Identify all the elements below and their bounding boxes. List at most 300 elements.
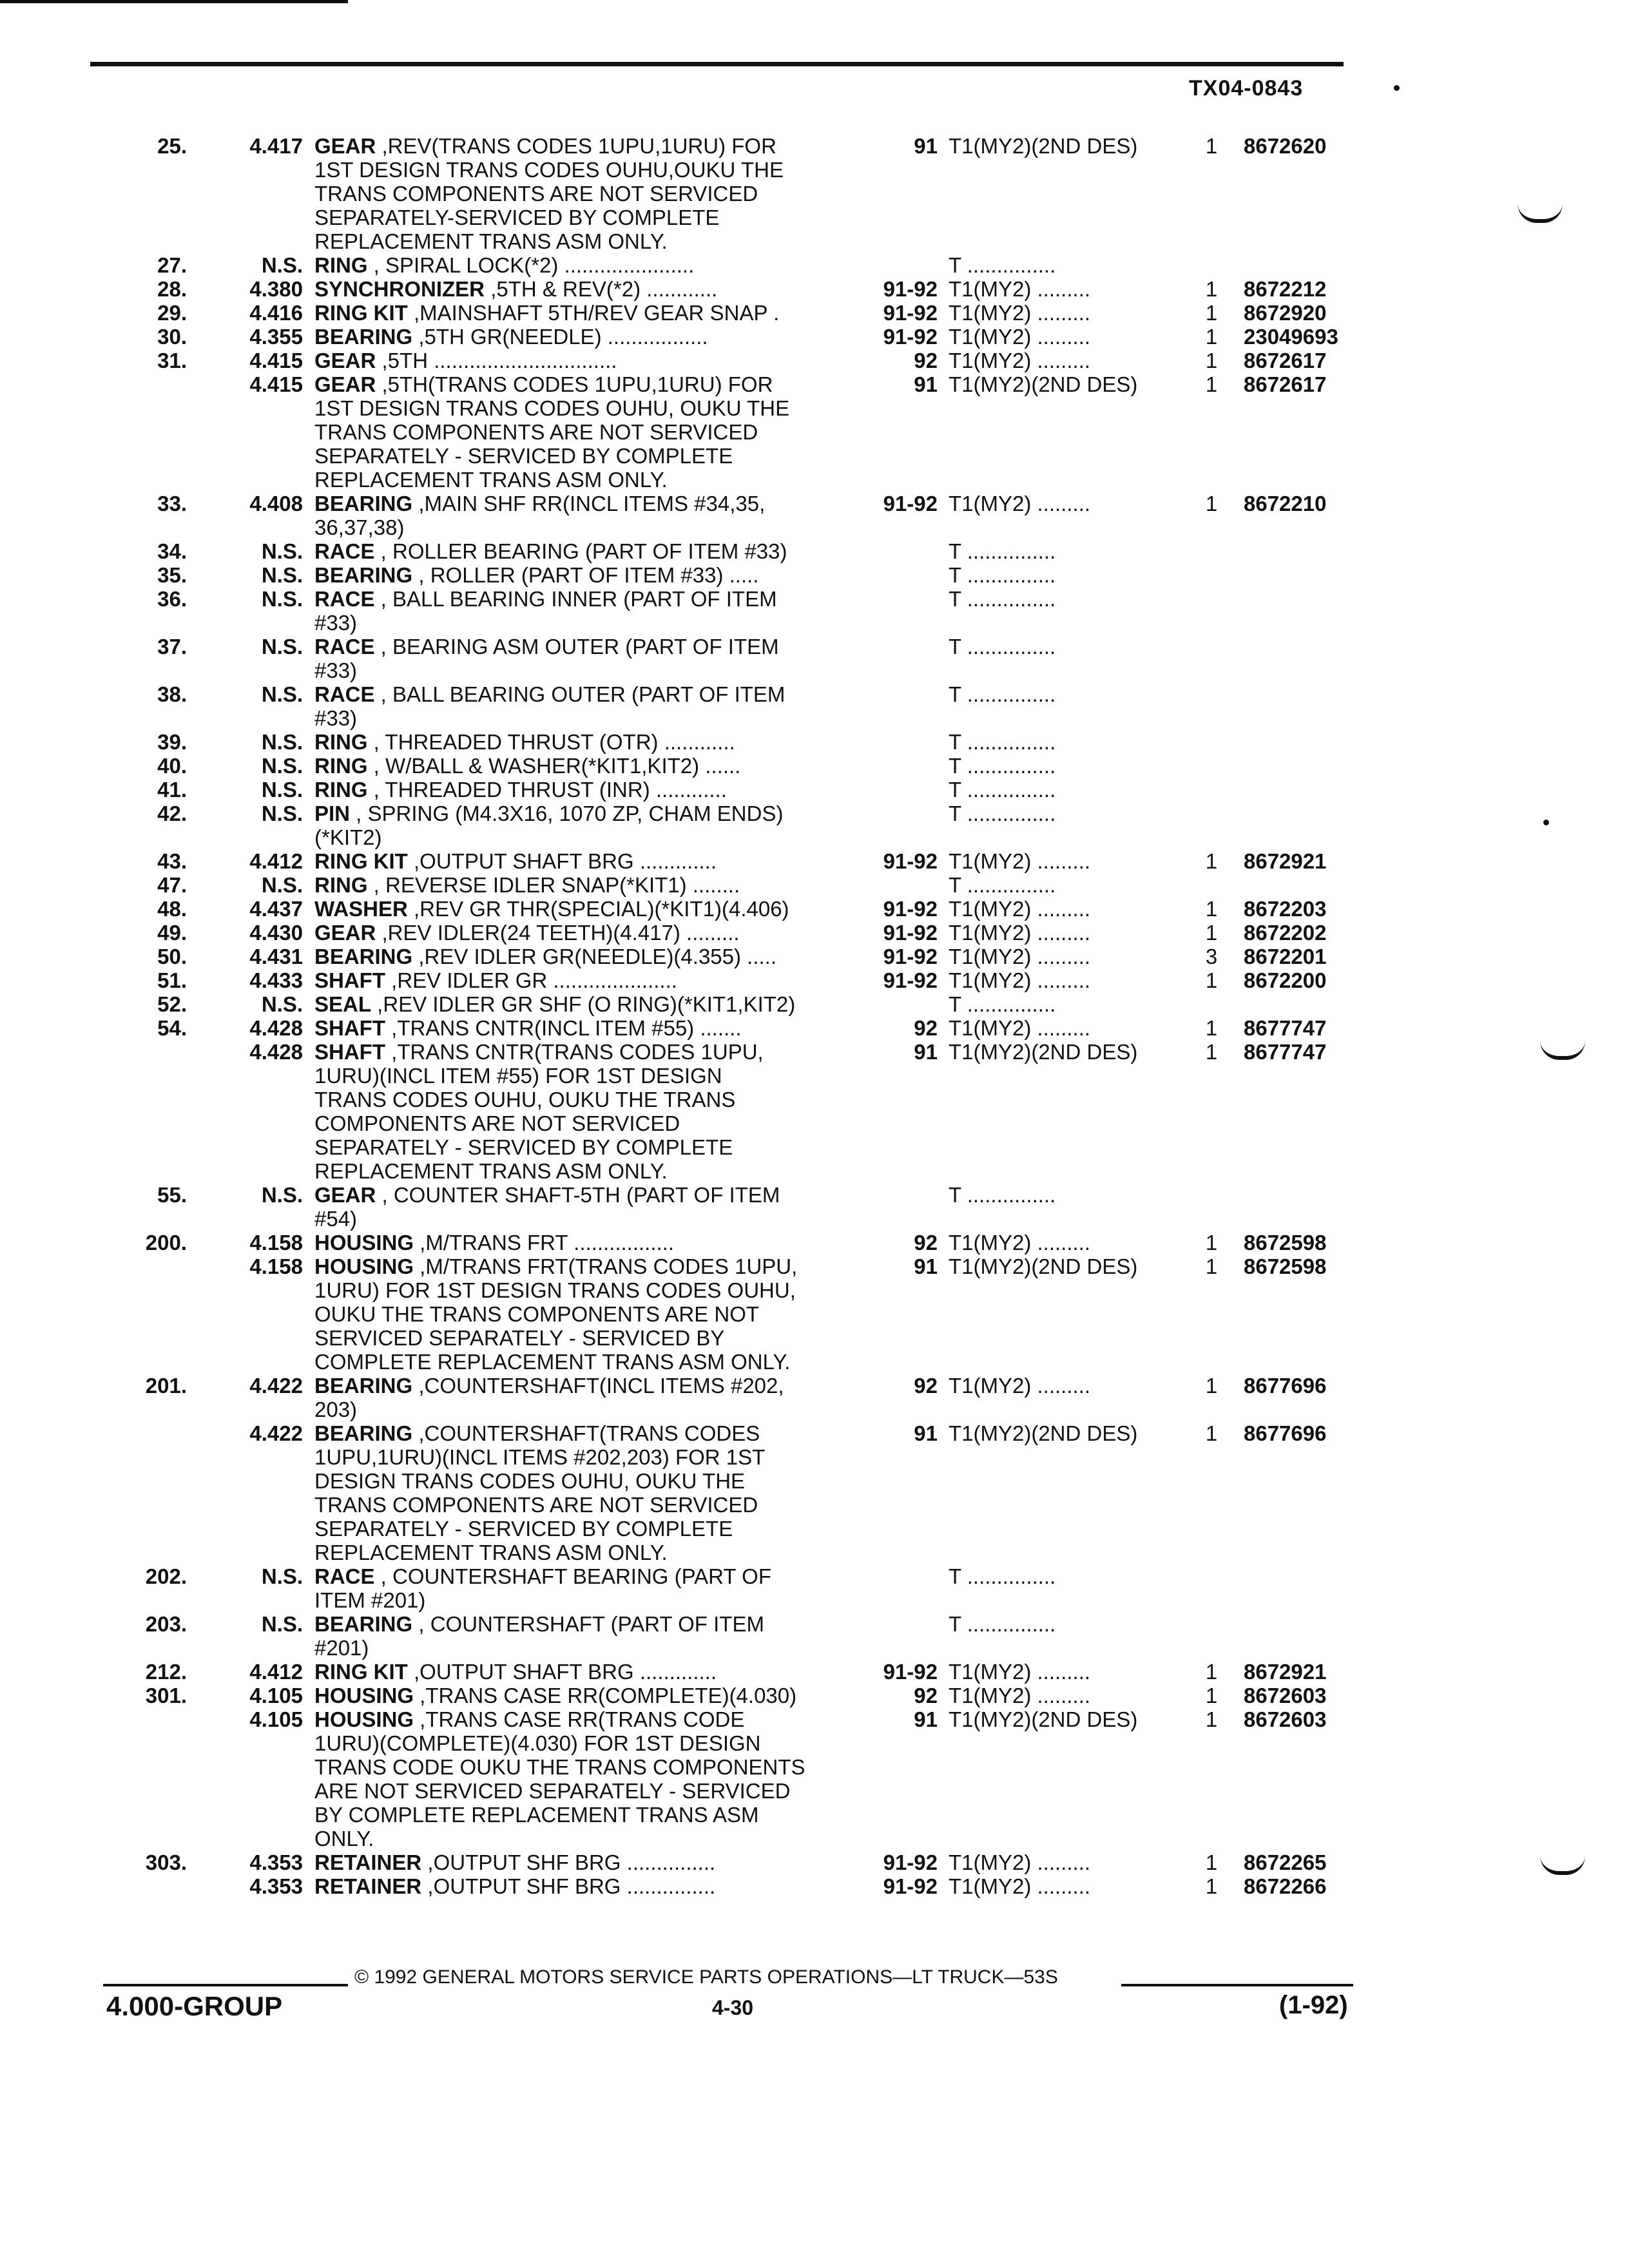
model-code: T1(MY2) ......... (949, 849, 1091, 873)
part-description (314, 658, 856, 682)
model-years: 91-92 (883, 1850, 938, 1874)
part-description (314, 1731, 856, 1755)
parts-row (0, 1517, 1629, 1541)
part-detail: ,OUTPUT SHAFT BRG ............. (407, 849, 717, 873)
part-description (314, 1374, 856, 1398)
parts-row (0, 277, 1629, 301)
part-detail: ,5TH & REV(*2) ............ (485, 277, 718, 301)
parts-row (0, 301, 1629, 325)
quantity: 1 (1205, 897, 1218, 921)
parts-row (0, 1541, 1629, 1564)
parts-row (0, 1707, 1629, 1731)
part-name: RING KIT (314, 849, 408, 873)
part-description (314, 182, 856, 206)
model-years: 91-92 (883, 849, 938, 873)
part-description (314, 1207, 856, 1231)
parts-row (0, 1493, 1629, 1517)
copyright-line: © 1992 GENERAL MOTORS SERVICE PARTS OPERATIONS—LT TRUCK—53S (354, 1966, 1058, 1988)
parts-row (0, 968, 1629, 992)
part-description (314, 492, 856, 515)
part-number: 8672598 (1244, 1254, 1327, 1278)
part-detail: SEPARATELY - SERVICED BY COMPLETE (314, 1517, 733, 1541)
model-code: T1(MY2)(2ND DES) (949, 134, 1138, 158)
parts-row (0, 229, 1629, 253)
part-detail: ONLY. (314, 1827, 374, 1850)
part-detail: #33) (314, 706, 358, 730)
part-name: HOUSING (314, 1684, 414, 1707)
part-description (314, 1850, 856, 1874)
part-detail: , ROLLER BEARING (PART OF ITEM #33) (374, 539, 787, 563)
ref-number: 37. (157, 635, 187, 658)
model-years: 91-92 (883, 968, 938, 992)
part-description (314, 1541, 856, 1564)
part-description (314, 539, 856, 563)
parts-row (0, 730, 1629, 754)
parts-row (0, 849, 1629, 873)
part-description (314, 992, 856, 1016)
part-detail: REPLACEMENT TRANS ASM ONLY. (314, 1541, 668, 1564)
group-number: 4.430 (249, 921, 303, 945)
part-description (314, 1779, 856, 1803)
part-detail: , W/BALL & WASHER(*KIT1,KIT2) ...... (367, 754, 741, 778)
part-name: RING KIT (314, 301, 408, 325)
part-description (314, 1326, 856, 1350)
part-detail: REPLACEMENT TRANS ASM ONLY. (314, 468, 668, 492)
part-description (314, 1564, 856, 1588)
part-description (314, 802, 856, 825)
model-code: T ............... (949, 802, 1056, 825)
parts-row (0, 1731, 1629, 1755)
part-description (314, 706, 856, 730)
model-years: 91 (914, 1421, 938, 1445)
group-number: N.S. (261, 992, 303, 1016)
part-detail: 1ST DESIGN TRANS CODES OUHU, OUKU THE (314, 396, 790, 420)
parts-row (0, 206, 1629, 229)
part-name: SEAL (314, 992, 372, 1016)
part-detail: , COUNTERSHAFT BEARING (PART OF (374, 1564, 771, 1588)
ref-number: 34. (157, 539, 187, 563)
part-number: 8677696 (1244, 1374, 1327, 1398)
part-number: 8672266 (1244, 1874, 1327, 1898)
part-detail: ,REV IDLER GR SHF (O RING)(*KIT1,KIT2) (371, 992, 796, 1016)
parts-row (0, 444, 1629, 468)
ref-number: 54. (157, 1016, 187, 1040)
part-detail: ,TRANS CNTR(TRANS CODES 1UPU, (385, 1040, 764, 1064)
part-description (314, 730, 856, 754)
parts-row (0, 945, 1629, 968)
parts-row (0, 1660, 1629, 1684)
parts-row (0, 492, 1629, 515)
group-number: 4.408 (249, 492, 303, 515)
ref-number: 33. (157, 492, 187, 515)
part-detail: SEPARATELY-SERVICED BY COMPLETE (314, 206, 720, 229)
ref-number: 29. (157, 301, 187, 325)
parts-row (0, 1469, 1629, 1493)
parts-row (0, 1636, 1629, 1660)
part-detail: SERVICED SEPARATELY - SERVICED BY (314, 1326, 725, 1350)
part-detail: 36,37,38) (314, 515, 405, 539)
part-detail: ,5TH ............................... (376, 349, 617, 372)
part-description (314, 468, 856, 492)
group-number: 4.422 (249, 1421, 303, 1445)
quantity: 1 (1205, 372, 1218, 396)
parts-row (0, 992, 1629, 1016)
part-name: BEARING (314, 1421, 413, 1445)
group-title: 4.000-GROUP (106, 1991, 283, 2021)
model-years: 91-92 (883, 921, 938, 945)
part-name: RING (314, 253, 368, 277)
part-name: RING KIT (314, 1660, 408, 1684)
part-description (314, 873, 856, 897)
part-number: 8672921 (1244, 849, 1327, 873)
part-number: 8672200 (1244, 968, 1327, 992)
parts-row (0, 515, 1629, 539)
part-description (314, 444, 856, 468)
part-name: PIN (314, 802, 351, 825)
quantity: 1 (1205, 134, 1218, 158)
ref-number: 200. (145, 1231, 187, 1254)
part-detail: COMPONENTS ARE NOT SERVICED (314, 1111, 680, 1135)
parts-row (0, 1779, 1629, 1803)
parts-row (0, 1684, 1629, 1707)
part-name: BEARING (314, 945, 413, 968)
part-number: 8672202 (1244, 921, 1327, 945)
group-number: 4.431 (249, 945, 303, 968)
group-number: N.S. (261, 587, 303, 611)
footer-rule (103, 1984, 348, 1986)
parts-row (0, 1398, 1629, 1421)
parts-row (0, 1231, 1629, 1254)
part-description (314, 134, 856, 158)
parts-row (0, 1326, 1629, 1350)
parts-row (0, 1850, 1629, 1874)
ref-number: 25. (157, 134, 187, 158)
parts-row (0, 802, 1629, 825)
parts-row (0, 873, 1629, 897)
part-detail: 1URU)(INCL ITEM #55) FOR 1ST DESIGN (314, 1064, 722, 1088)
part-name: RACE (314, 635, 375, 658)
quantity: 1 (1205, 277, 1218, 301)
part-description (314, 206, 856, 229)
part-number: 8672603 (1244, 1707, 1327, 1731)
ref-number: 303. (145, 1850, 187, 1874)
ref-number: 212. (145, 1660, 187, 1684)
parts-row (0, 778, 1629, 802)
part-description (314, 277, 856, 301)
part-name: RACE (314, 587, 375, 611)
quantity: 1 (1205, 1850, 1218, 1874)
part-description (314, 1398, 856, 1421)
part-detail: BY COMPLETE REPLACEMENT TRANS ASM (314, 1803, 759, 1827)
model-years: 92 (914, 1231, 938, 1254)
parts-row (0, 1445, 1629, 1469)
parts-row (0, 1374, 1629, 1398)
group-number: 4.412 (249, 1660, 303, 1684)
part-description (314, 1827, 856, 1850)
parts-row (0, 1135, 1629, 1159)
group-number: 4.437 (249, 897, 303, 921)
part-description (314, 1183, 856, 1207)
quantity: 1 (1205, 968, 1218, 992)
part-description (314, 611, 856, 635)
part-number: 23049693 (1244, 325, 1338, 349)
model-code: T1(MY2)(2ND DES) (949, 372, 1138, 396)
part-description (314, 921, 856, 945)
parts-row (0, 1755, 1629, 1779)
model-years: 92 (914, 1016, 938, 1040)
part-description (314, 968, 856, 992)
part-description (314, 1088, 856, 1111)
parts-row (0, 1111, 1629, 1135)
part-detail: , BALL BEARING OUTER (PART OF ITEM (374, 682, 786, 706)
part-detail: ,TRANS CNTR(INCL ITEM #55) ....... (385, 1016, 742, 1040)
parts-row (0, 587, 1629, 611)
model-code: T ............... (949, 1564, 1056, 1588)
part-description (314, 945, 856, 968)
model-code: T1(MY2) ......... (949, 1374, 1091, 1398)
ref-number: 39. (157, 730, 187, 754)
part-detail: , REVERSE IDLER SNAP(*KIT1) ........ (367, 873, 740, 897)
group-number: N.S. (261, 754, 303, 778)
part-number: 8672620 (1244, 134, 1327, 158)
parts-row (0, 897, 1629, 921)
part-name: BEARING (314, 563, 413, 587)
part-description (314, 515, 856, 539)
part-name: BEARING (314, 325, 413, 349)
part-detail: TRANS CODE OUKU THE TRANS COMPONENTS (314, 1755, 805, 1779)
part-name: RACE (314, 1564, 375, 1588)
part-number: 8677747 (1244, 1040, 1327, 1064)
part-detail: 203) (314, 1398, 358, 1421)
model-code: T1(MY2)(2ND DES) (949, 1707, 1138, 1731)
quantity: 1 (1205, 849, 1218, 873)
ref-number: 35. (157, 563, 187, 587)
parts-row (0, 253, 1629, 277)
ref-number: 27. (157, 253, 187, 277)
part-name: GEAR (314, 921, 376, 945)
model-code: T1(MY2) ......... (949, 1660, 1091, 1684)
model-code: T ............... (949, 1612, 1056, 1636)
model-years: 91-92 (883, 945, 938, 968)
model-code: T1(MY2)(2ND DES) (949, 1254, 1138, 1278)
parts-row (0, 1183, 1629, 1207)
group-number: N.S. (261, 563, 303, 587)
part-description (314, 396, 856, 420)
group-number: N.S. (261, 1612, 303, 1636)
part-detail: ,REV IDLER GR ..................... (385, 968, 677, 992)
group-number: 4.412 (249, 849, 303, 873)
parts-row (0, 754, 1629, 778)
part-description (314, 229, 856, 253)
footer-rule (1121, 1984, 1353, 1986)
parts-row (0, 1088, 1629, 1111)
group-number: N.S. (261, 253, 303, 277)
part-name: RING (314, 754, 368, 778)
parts-row (0, 1016, 1629, 1040)
model-code: T1(MY2) ......... (949, 945, 1091, 968)
part-detail: TRANS COMPONENTS ARE NOT SERVICED (314, 1493, 758, 1517)
part-description (314, 1493, 856, 1517)
quantity: 1 (1205, 349, 1218, 372)
part-detail: ,TRANS CASE RR(COMPLETE)(4.030) (414, 1684, 797, 1707)
part-name: RING (314, 873, 368, 897)
part-detail: 1UPU,1URU)(INCL ITEMS #202,203) FOR 1ST (314, 1445, 766, 1469)
part-description (314, 1660, 856, 1684)
part-detail: ,OUTPUT SHF BRG ............... (421, 1850, 716, 1874)
part-description (314, 825, 856, 849)
part-detail: OUKU THE TRANS COMPONENTS ARE NOT (314, 1302, 760, 1326)
group-number: N.S. (261, 778, 303, 802)
parts-row (0, 1564, 1629, 1588)
parts-row (0, 396, 1629, 420)
part-detail: , COUNTER SHAFT-5TH (PART OF ITEM (376, 1183, 780, 1207)
part-name: BEARING (314, 1374, 413, 1398)
part-description (314, 897, 856, 921)
model-years: 91-92 (883, 301, 938, 325)
group-number: 4.158 (249, 1254, 303, 1278)
model-years: 91-92 (883, 897, 938, 921)
part-detail: TRANS CODES OUHU, OUKU THE TRANS (314, 1088, 736, 1111)
part-number: 8672603 (1244, 1684, 1327, 1707)
model-years: 91-92 (883, 1660, 938, 1684)
part-description (314, 682, 856, 706)
part-detail: ,5TH(TRANS CODES 1UPU,1URU) FOR (376, 372, 773, 396)
group-number: N.S. (261, 1564, 303, 1588)
quantity: 1 (1205, 1684, 1218, 1707)
model-code: T ............... (949, 539, 1056, 563)
ref-number: 201. (145, 1374, 187, 1398)
ref-number: 36. (157, 587, 187, 611)
part-name: SHAFT (314, 968, 385, 992)
part-number: 8672920 (1244, 301, 1327, 325)
parts-row (0, 1302, 1629, 1326)
parts-row (0, 1278, 1629, 1302)
parts-row (0, 468, 1629, 492)
group-number: 4.422 (249, 1374, 303, 1398)
parts-row (0, 420, 1629, 444)
parts-row (0, 1827, 1629, 1850)
ref-number: 41. (157, 778, 187, 802)
part-name: BEARING (314, 1612, 413, 1636)
quantity: 1 (1205, 492, 1218, 515)
part-detail: ,REV GR THR(SPECIAL)(*KIT1)(4.406) (407, 897, 789, 921)
parts-row (0, 658, 1629, 682)
part-detail: , BEARING ASM OUTER (PART OF ITEM (374, 635, 779, 658)
model-years: 92 (914, 1374, 938, 1398)
part-description (314, 1684, 856, 1707)
model-years: 91 (914, 134, 938, 158)
part-number: 8677696 (1244, 1421, 1327, 1445)
part-number: 8672201 (1244, 945, 1327, 968)
parts-row (0, 1874, 1629, 1898)
group-number: N.S. (261, 635, 303, 658)
part-detail: 1URU) FOR 1ST DESIGN TRANS CODES OUHU, (314, 1278, 796, 1302)
part-detail: (*KIT2) (314, 825, 382, 849)
parts-row (0, 682, 1629, 706)
group-number: N.S. (261, 1183, 303, 1207)
part-description (314, 563, 856, 587)
group-number: 4.415 (249, 349, 303, 372)
model-code: T ............... (949, 730, 1056, 754)
parts-row (0, 372, 1629, 396)
part-description (314, 158, 856, 182)
model-code: T1(MY2)(2ND DES) (949, 1421, 1138, 1445)
document-id: TX04-0843 (1189, 76, 1304, 101)
quantity: 1 (1205, 1374, 1218, 1398)
part-detail: , THREADED THRUST (INR) ............ (367, 778, 727, 802)
part-detail: 1URU)(COMPLETE)(4.030) FOR 1ST DESIGN (314, 1731, 761, 1755)
part-name: RACE (314, 682, 375, 706)
part-detail: COMPLETE REPLACEMENT TRANS ASM ONLY. (314, 1350, 791, 1374)
model-years: 91 (914, 1707, 938, 1731)
parts-row (0, 158, 1629, 182)
parts-row (0, 1421, 1629, 1445)
model-code: T1(MY2) ......... (949, 277, 1091, 301)
ref-number: 43. (157, 849, 187, 873)
model-years: 91-92 (883, 492, 938, 515)
parts-row (0, 825, 1629, 849)
part-detail: ,COUNTERSHAFT(INCL ITEMS #202, (412, 1374, 784, 1398)
ref-number: 30. (157, 325, 187, 349)
header-rule (90, 62, 1344, 66)
model-code: T1(MY2) ......... (949, 921, 1091, 945)
model-code: T1(MY2) ......... (949, 1684, 1091, 1707)
quantity: 1 (1205, 1231, 1218, 1254)
model-code: T ............... (949, 635, 1056, 658)
parts-row (0, 1159, 1629, 1183)
model-code: T1(MY2)(2ND DES) (949, 1040, 1138, 1064)
parts-row (0, 539, 1629, 563)
parts-row (0, 706, 1629, 730)
model-years: 92 (914, 349, 938, 372)
ref-number: 31. (157, 349, 187, 372)
model-years: 91 (914, 1254, 938, 1278)
part-detail: ,M/TRANS FRT ................. (414, 1231, 675, 1254)
part-detail: ,REV(TRANS CODES 1UPU,1URU) FOR (376, 134, 776, 158)
part-detail: ARE NOT SERVICED SEPARATELY - SERVICED (314, 1779, 791, 1803)
part-name: RACE (314, 539, 375, 563)
part-detail: TRANS COMPONENTS ARE NOT SERVICED (314, 182, 758, 206)
part-description (314, 420, 856, 444)
group-number: 4.353 (249, 1874, 303, 1898)
model-years: 91 (914, 1040, 938, 1064)
part-description (314, 1612, 856, 1636)
part-name: RETAINER (314, 1874, 422, 1898)
part-detail: #54) (314, 1207, 358, 1231)
quantity: 1 (1205, 921, 1218, 945)
part-description (314, 1469, 856, 1493)
model-years: 91 (914, 372, 938, 396)
parts-row (0, 325, 1629, 349)
part-description (314, 1350, 856, 1374)
parts-row (0, 1040, 1629, 1064)
parts-row (0, 635, 1629, 658)
ref-number: 38. (157, 682, 187, 706)
model-code: T ............... (949, 754, 1056, 778)
model-code: T1(MY2) ......... (949, 1231, 1091, 1254)
model-code: T ............... (949, 253, 1056, 277)
part-description (314, 1755, 856, 1779)
model-code: T ............... (949, 1183, 1056, 1207)
model-code: T1(MY2) ......... (949, 301, 1091, 325)
part-detail: , COUNTERSHAFT (PART OF ITEM (412, 1612, 764, 1636)
parts-list (0, 134, 1629, 1898)
part-description (314, 1254, 856, 1278)
part-description (314, 1278, 856, 1302)
quantity: 1 (1205, 1660, 1218, 1684)
ref-number: 203. (145, 1612, 187, 1636)
part-name: GEAR (314, 1183, 376, 1207)
